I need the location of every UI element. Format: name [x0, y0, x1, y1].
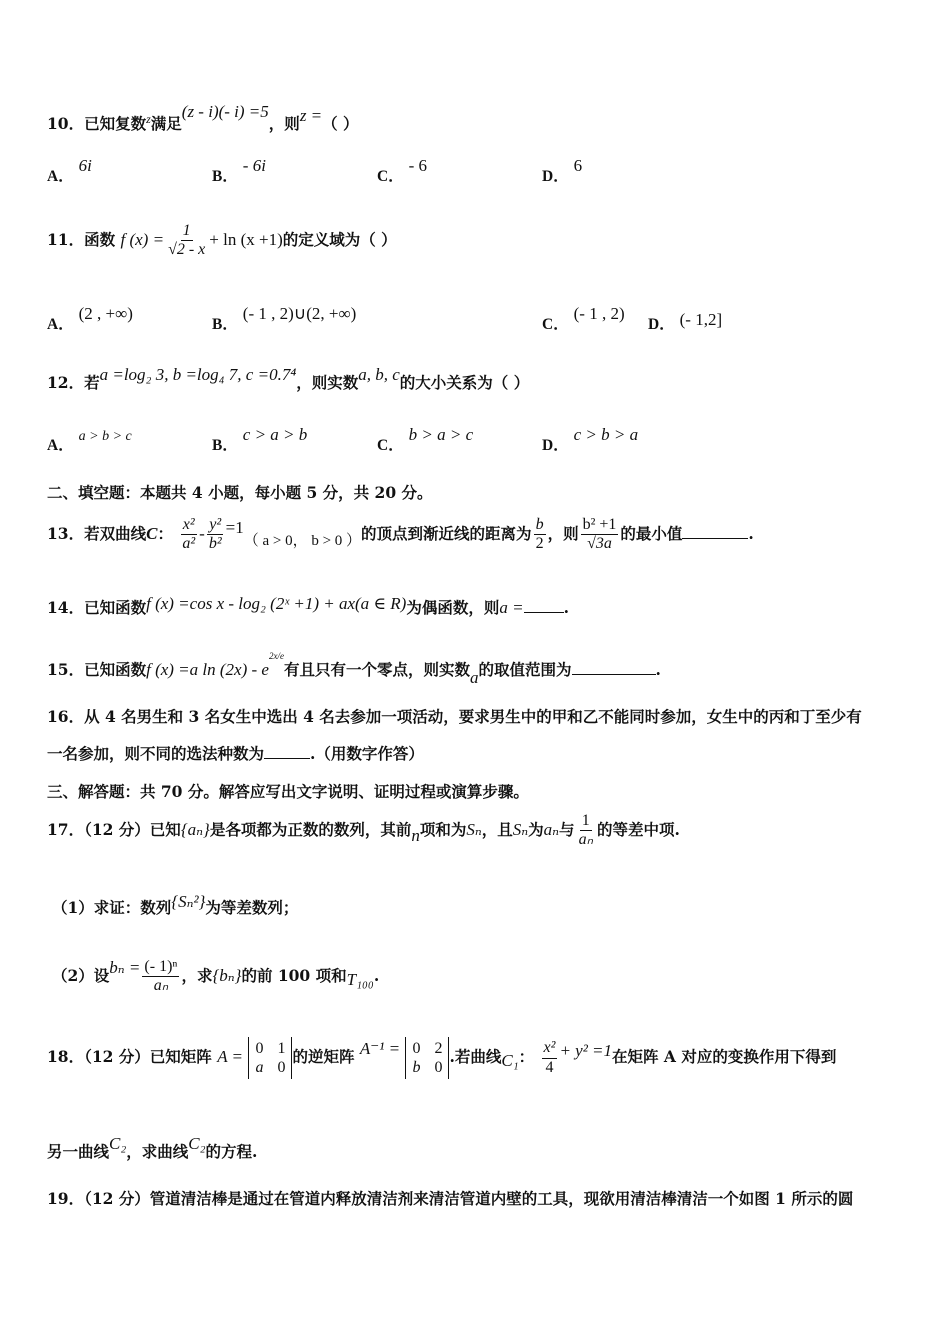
- question-15: 15．已知函数f (x) =a $\ln (2x) - e^{2x/e}$有且只有一个零点，则实数a的取值范围为 .: [47, 650, 661, 687]
- section-3-heading: 三、解答题：共 70 分。解答应写出文字说明、证明过程或演算步骤。: [47, 782, 529, 801]
- answer-blank[interactable]: [264, 757, 310, 759]
- question-19: 19．（12 分）管道清洁棒是通过在管道内释放清洁剂来清洁管道内壁的工具，现欲用清洁棒清洁一个如图 1 所示的圆: [47, 1189, 854, 1208]
- q10-option-a[interactable]: A． 6i: [47, 156, 92, 185]
- q10-option-c[interactable]: C． - 6: [377, 156, 428, 185]
- question-17-part-2: （2）设bₙ = $\frac{\text{(- 1)ⁿ}}{\text{aₙ}}$ ，求{bₙ}的前 100 项和T₁₀₀.: [52, 957, 380, 995]
- question-14: 14．已知函数f (x) =cos x - log₂ (2ˣ +1) + ax(a ∈ R)为偶函数，则a = .: [47, 594, 569, 617]
- answer-blank[interactable]: [682, 537, 748, 539]
- matrix-a-inverse: 0 2 b 0: [405, 1037, 449, 1079]
- q12-option-b[interactable]: B． c > a > b: [212, 425, 308, 454]
- q10-option-b[interactable]: B． - 6i: [212, 156, 266, 185]
- math-fx: f (x) =: [120, 229, 165, 249]
- question-13: 13．若双曲线C： $\frac{\text{x²}}{\text{a²}}$ - $\frac{\text{y²}}{\text{b²}}$ =1（ a > 0， b > 0 ）的顶点到渐近线的距离为 $\frac{b}{2}$ ，则 $\frac{\text{b² +1}}{√3a}$ 的最小值 .: [47, 516, 754, 553]
- q12-option-c[interactable]: C． b > a > c: [377, 425, 474, 454]
- q10-option-d[interactable]: D． 6: [542, 156, 583, 185]
- q11-option-c[interactable]: C． (- 1 , 2): [542, 304, 625, 333]
- q12-option-d[interactable]: D． c > b > a: [542, 425, 639, 454]
- math-equation: a =log₂ 3, b =log₄ 7, c =0.7⁴: [99, 365, 297, 384]
- question-12: 12．若a =log₂ 3, b =log₄ 7, c =0.7⁴，则实数a, b, c的大小关系为（ ）: [47, 365, 530, 392]
- math-ask: z =: [299, 106, 323, 126]
- matrix-a: 0 1 a 0: [248, 1037, 292, 1079]
- answer-blank[interactable]: [524, 611, 564, 613]
- question-11: 11．函数 f (x) = $\frac{1}{√2 - x}$ + ln (x +1)的定义域为（ ）: [47, 222, 397, 259]
- question-18: 18．（12 分）已知矩阵 A = 0 1 a 0 的逆矩阵 A⁻¹ = 0 2 b 0 .若曲线C₁： $\frac{\text{x²}}{4}$ + y² =1在矩阵 A 对应的变换作用下得到: [47, 1037, 836, 1079]
- q11-option-b[interactable]: B． (- 1 , 2)∪(2, +∞): [212, 304, 357, 333]
- fraction: $\frac{1}{√2 - x}$: [168, 222, 206, 259]
- section-2-heading: 二、填空题：本题共 4 小题，每小题 5 分，共 20 分。: [47, 483, 433, 502]
- answer-blank[interactable]: [572, 673, 656, 675]
- q11-option-a[interactable]: A． (2 , +∞): [47, 304, 133, 333]
- question-17: 17．（12 分）已知{aₙ}是各项都为正数的数列，其前n项和为Sₙ，且Sₙ为aₙ与 $\frac{1}{\text{aₙ}}$ 的等差中项.: [47, 812, 680, 849]
- math-equation: f (x) =a ln (2x) - e: [146, 660, 269, 679]
- question-16-line-2: 一名参加，则不同的选法种数为 .（用数字作答）: [47, 744, 424, 763]
- question-10: 10．已知复数$^z$满足(z - i)(- i) =5，则z =（ ）: [47, 102, 359, 134]
- math-equation: (z - i)(- i) =5: [181, 102, 269, 122]
- q11-option-d[interactable]: D． (- 1,2]: [648, 310, 723, 333]
- question-18-line-2: 另一曲线C₂，求曲线C₂的方程.: [47, 1134, 258, 1161]
- q12-option-a[interactable]: A． a > b > c: [47, 429, 132, 454]
- math-equation: f (x) =cos x - log₂ (2ˣ +1) + ax(a ∈ R): [146, 594, 407, 613]
- math-var-z: z: [146, 112, 151, 126]
- question-17-part-1: （1）求证：数列{Sₙ²}为等差数列；: [52, 892, 299, 917]
- question-16-line-1: 16．从 4 名男生和 3 名女生中选出 4 名去参加一项活动，要求男生中的甲和乙不能同时参加，女生中的丙和丁至少有: [47, 707, 862, 726]
